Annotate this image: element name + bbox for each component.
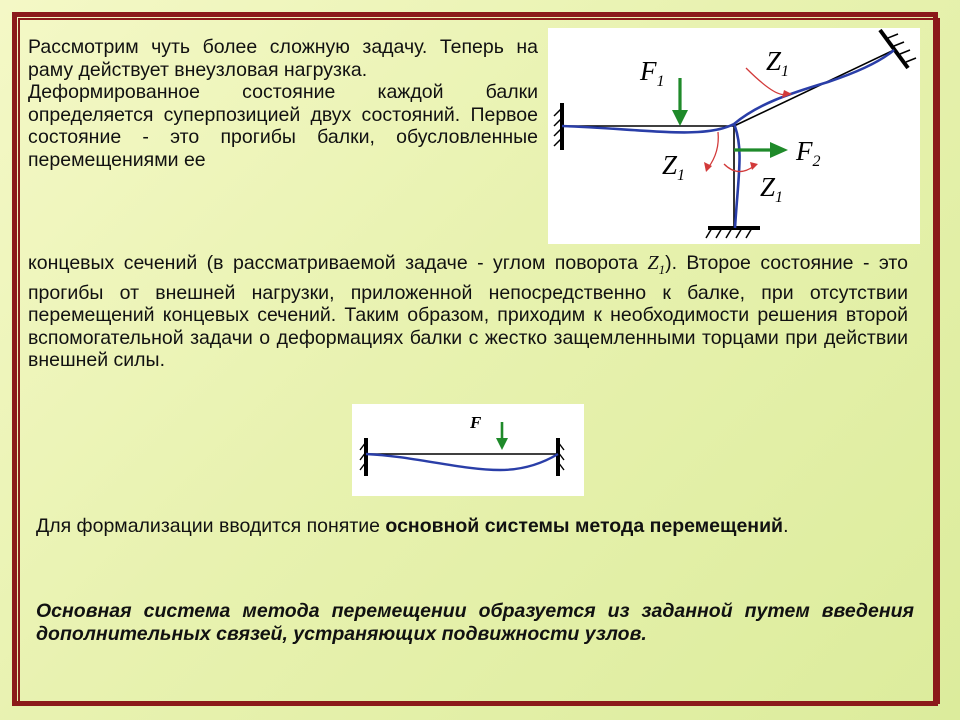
intro-paragraph-1: Рассмотрим чуть более сложную задачу. Теперь на раму действует внеузловая нагрузка. <box>28 36 538 81</box>
formalization-term: основной системы метода перемещений <box>385 515 784 537</box>
z1-symbol <box>647 252 666 277</box>
bottom-fixed-support-icon <box>706 228 760 238</box>
frame-diagram-svg <box>548 28 920 244</box>
label-z-top: $Z_1$ <box>766 46 790 80</box>
continuation-part-1: концевых сечений (в рассматриваемой задаче - углом поворота <box>28 252 648 274</box>
force-f2-arrow-head <box>770 142 788 158</box>
column-deformed <box>734 124 740 228</box>
label-z-left: $Z_1$ <box>662 150 686 184</box>
left-fixed-support-icon <box>554 103 562 150</box>
fixed-beam-diagram <box>352 404 584 496</box>
rotation-arc-top-arrowhead <box>782 90 792 98</box>
rotation-arc-left <box>708 132 718 168</box>
fixed-beam-diagram-svg <box>352 404 584 496</box>
intro-paragraph-2: Деформированное состояние каждой балки определяется суперпозицией двух состояний. Первое состояние - это прогибы балки, обусловленные перемещениями ее <box>28 81 538 171</box>
continuation-text <box>28 252 908 372</box>
beam-right-support-icon <box>558 438 564 476</box>
label-f1: $F_1$ <box>640 56 665 90</box>
force-f1-arrow-head <box>672 110 688 126</box>
definition-text: Основная система метода перемещении образуется из заданной путем введения дополнительных связей, устраняющих подвижности узлов. <box>36 600 914 645</box>
continuation-part-2: ). Второе состояние - это прогибы от внешней нагрузки, приложенной непосредственно к балке, при отсутствии перемещений концевых сечений. Таким образом, приходим к необходимости решения второй вспомогательной задачи о деформациях балки с жестко защемленными торцами при действии внешней силы. <box>28 252 908 371</box>
formalization-before: Для формализации вводится понятие <box>36 515 386 537</box>
frame-diagram <box>548 28 920 244</box>
top-right-fixed-support-icon <box>880 30 916 68</box>
rotation-arc-bottom-arrowhead <box>750 162 758 170</box>
z-symbol-letter: Z <box>647 252 659 274</box>
z-symbol-subscript: 1 <box>658 262 666 277</box>
beam-force-label: F <box>470 413 482 432</box>
inclined-beam-undeformed <box>734 50 894 126</box>
beam-deformed <box>366 454 558 470</box>
label-z-bottom: $Z_1$ <box>760 172 784 206</box>
intro-text <box>28 36 538 171</box>
beam-force-arrow-head <box>496 438 508 450</box>
label-f2: $F_2$ <box>796 136 821 170</box>
formalization-after: . <box>783 515 789 537</box>
beam-left-support-icon <box>360 438 366 476</box>
formalization-text <box>36 515 914 538</box>
